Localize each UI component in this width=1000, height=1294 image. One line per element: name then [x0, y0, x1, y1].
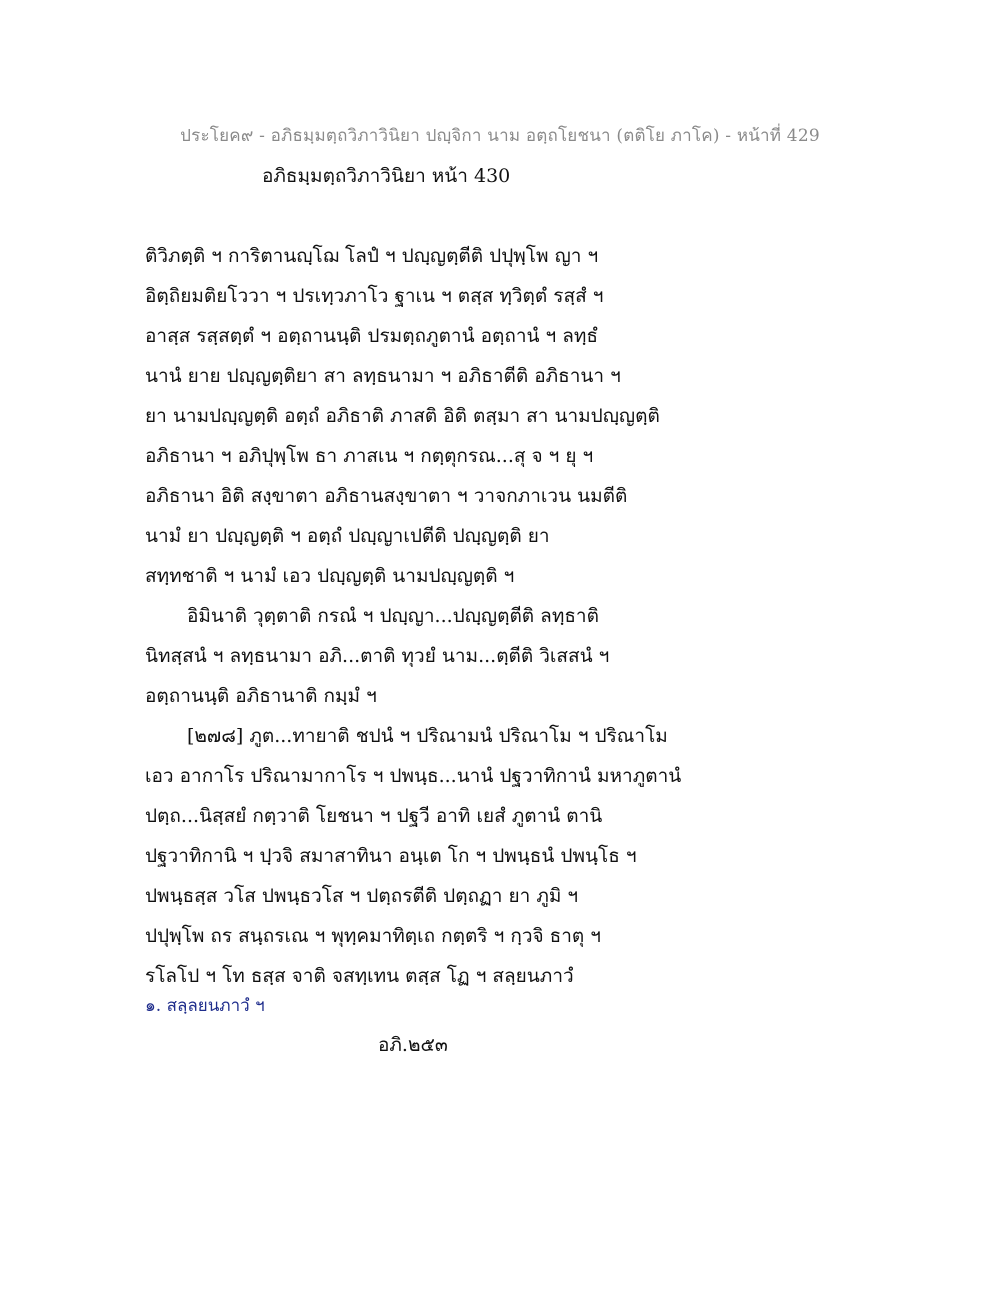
text-line: ปฐวาทิกานิ ฯ ปฺวจิ สมาสาทินา อนฺเต โก ฯ ปพนฺธนํ ปพนฺโธ ฯ [145, 845, 637, 867]
text-line: ปปุพฺโพ ถร สนฺถรเณ ฯ พุทฺคมาทิตฺเถ กตฺตริ ฯ กฺวจิ ธาตุ ฯ [145, 925, 601, 947]
text-line: ยา นามปญฺญตฺติ อตฺถํ อภิธาติ ภาสติ อิติ ตสฺมา สา นามปญฺญตฺติ [145, 405, 660, 427]
text-line: อาสฺส รสฺสตฺตํ ฯ อตฺถานนฺติ ปรมตฺถภูตานํ อตฺถานํ ฯ ลทฺธํ [145, 325, 599, 347]
text-line: อภิธานา อิติ สงฺขาตา อภิธานสงฺขาตา ฯ วาจกภาเวน นมตีติ [145, 485, 628, 507]
text-line: อตฺถานนฺติ อภิธานาติ กมฺมํ ฯ [145, 685, 377, 707]
text-line: อภิธานา ฯ อภิปุพฺโพ ธา ภาสเน ฯ กตฺตุกรณ...สุ จ ฯ ยุ ฯ [145, 445, 594, 467]
text-line: ติวิภตฺติ ฯ การิตานญฺโฌ โลปํ ฯ ปญฺญตฺตีติ ปปุพฺโพ ญา ฯ [145, 245, 599, 267]
text-line: นานํ ยาย ปญฺญตฺติยา สา ลทฺธนามา ฯ อภิธาตีติ อภิธานา ฯ [145, 365, 621, 387]
running-header: ประโยค๙ - อภิธมฺมตฺถวิภาวินิยา ปญฺจิกา นาม อตฺถโยชนา (ตติโย ภาโค) - หน้าที่ 429 [180, 126, 820, 146]
text-line: ปตฺถ...นิสฺสยํ กตฺวาติ โยชนา ฯ ปฐวี อาทิ เยสํ ภูตานํ ตานิ [145, 805, 603, 827]
paragraph-start-line: [๒๗๘] ภูต...ทายาติ ชปนํ ฯ ปริณามนํ ปริณาโม ฯ ปริณาโม [187, 725, 668, 747]
text-line: เอว อากาโร ปริณามากาโร ฯ ปพนฺธ...นานํ ปฐวาทิกานํ มหาภูตานํ [145, 765, 682, 787]
body-text [145, 236, 905, 996]
text-line: อิตฺถิยมติยโววา ฯ ปรเทฺวภาโว ฐาเน ฯ ตสฺส ทฺวิตฺตํ รสฺสํ ฯ [145, 285, 604, 307]
text-line: รโลโป ฯ โท ธสฺส จาติ จสทฺเทน ตสฺส โฏ ฯ สลฺยนภาวํ [145, 965, 574, 987]
footnote: ๑. สลฺลยนภาวํ ฯ [145, 996, 265, 1016]
text-line: นิทสฺสนํ ฯ ลทฺธนามา อภิ...ตาติ ทุวยํ นาม...ตฺตีติ วิเสสนํ ฯ [145, 645, 610, 667]
text-line: สทฺทชาติ ฯ นามํ เอว ปญฺญตฺติ นามปญฺญตฺติ ฯ [145, 565, 515, 587]
page-heading: อภิธมฺมตฺถวิภาวินิยา หน้า 430 [262, 165, 511, 187]
paragraph-start-line: อิมินาติ วุตฺตาติ กรณํ ฯ ปญฺญา...ปญฺญตฺตีติ ลทฺธาติ [187, 605, 599, 627]
text-line: ปพนฺธสฺส วโส ปพนฺธวโส ฯ ปตฺถรตีติ ปตฺถฏา ยา ภูมิ ฯ [145, 885, 579, 907]
page-reference: อภิ.๒๕๓ [378, 1034, 448, 1056]
text-line: นามํ ยา ปญฺญตฺติ ฯ อตฺถํ ปญฺญาเปตีติ ปญฺญตฺติ ยา [145, 525, 550, 547]
